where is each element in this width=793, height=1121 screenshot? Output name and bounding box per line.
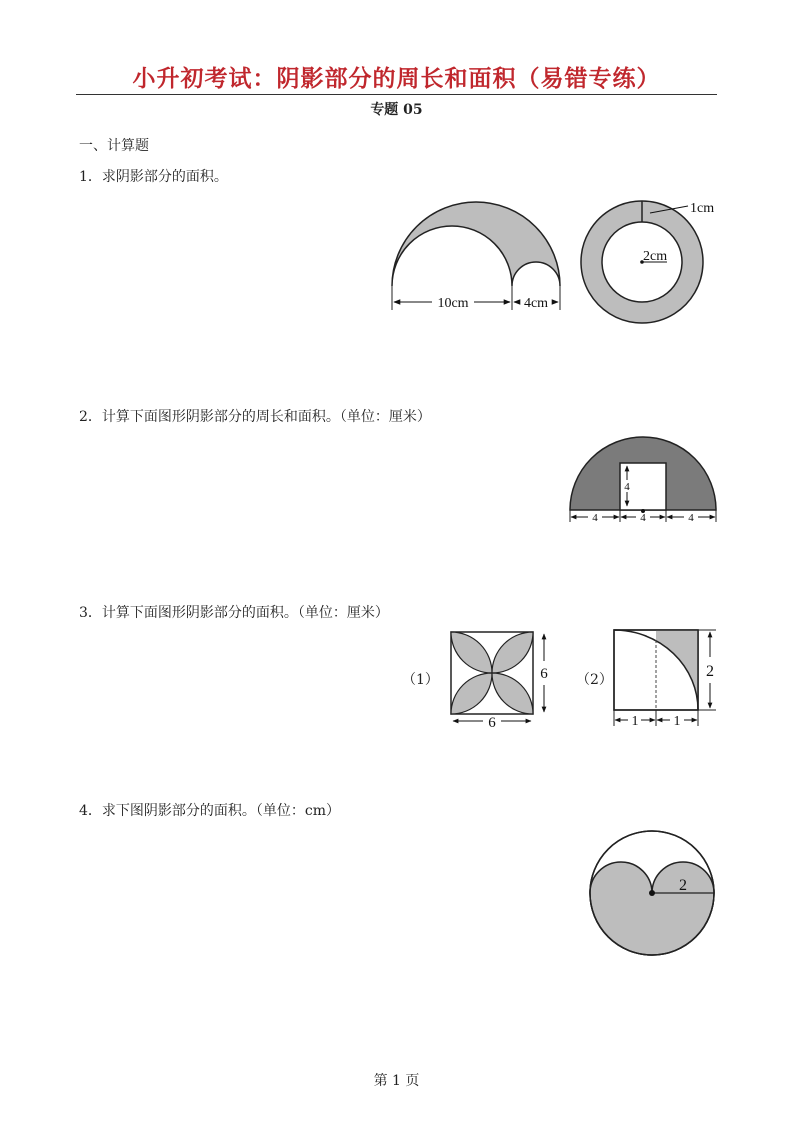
q3-figure-2	[608, 622, 720, 734]
q1b-outer-label: 1cm	[690, 201, 715, 216]
q1a-shaded-region	[392, 202, 560, 286]
q2-seg2-label: 4	[640, 512, 646, 524]
q3-part1-tag: （1）	[402, 672, 439, 688]
q1a-right-label: 4cm	[523, 296, 549, 311]
question-2-prompt: 2．计算下面图形阴影部分的周长和面积。（单位：厘米）	[79, 409, 431, 425]
q3-part2-tag: （2）	[576, 672, 613, 688]
page-subtitle: 专题 05	[370, 102, 423, 118]
question-1-prompt: 1．求阴影部分的面积。	[79, 169, 228, 185]
q4-figure	[585, 826, 720, 961]
q1b-inner-label: 2cm	[643, 249, 668, 264]
section-heading: 一、计算题	[79, 138, 149, 154]
q3-1-side-label: 6	[540, 666, 548, 682]
header-rule	[76, 94, 717, 95]
q1-figure-b	[575, 190, 725, 330]
q2-figure	[562, 430, 722, 530]
q4-radius-label: 2	[679, 877, 687, 894]
q2-seg3-label: 4	[688, 512, 694, 524]
q3-2-height-label: 2	[706, 663, 714, 680]
q3-2-seg2-label: 1	[673, 714, 681, 729]
q3-figure-1	[445, 625, 555, 735]
q3-2-seg1-label: 1	[631, 714, 639, 729]
q2-height-label: 4	[624, 481, 630, 493]
q3-1-bottom-label: 6	[488, 715, 496, 731]
q2-seg1-label: 4	[592, 512, 598, 524]
question-4-prompt: 4．求下图阴影部分的面积。（单位：cm）	[79, 803, 341, 819]
question-3-prompt: 3．计算下面图形阴影部分的面积。（单位：厘米）	[79, 605, 389, 621]
q1a-left-label: 10cm	[437, 296, 469, 311]
page-title: 小升初考试：阴影部分的周长和面积（易错专练）	[132, 66, 661, 92]
page-footer: 第 1 页	[373, 1073, 420, 1089]
q1-figure-a	[383, 192, 573, 322]
